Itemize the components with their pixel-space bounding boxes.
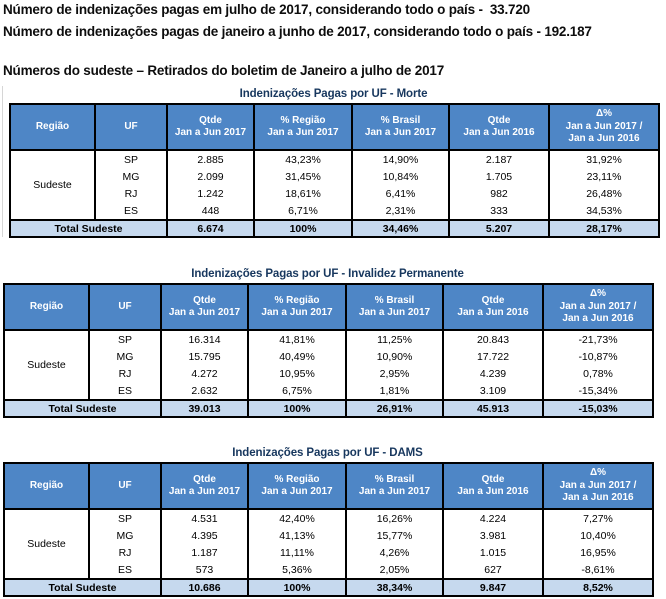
pct-regiao-cell: 6,71% <box>254 202 352 220</box>
col-header-pct-brasil <box>352 104 449 150</box>
table-row <box>4 509 653 527</box>
pct-brasil-cell: 11,25% <box>346 330 443 348</box>
col-header-qtde-2016 <box>449 104 549 150</box>
qtde-2017-cell: 16.314 <box>161 330 248 348</box>
table-row <box>10 185 659 202</box>
delta-cell: 23,11% <box>549 168 659 185</box>
total-pct-brasil: 34,46% <box>352 220 449 237</box>
qtde-2017-cell: 4.531 <box>161 509 248 527</box>
pct-regiao-cell: 11,11% <box>248 544 346 561</box>
delta-cell: -8,61% <box>543 561 653 579</box>
col-header-line: % Brasil <box>380 114 421 126</box>
table-row <box>10 168 659 185</box>
delta-cell: 31,92% <box>549 150 659 168</box>
header-row <box>4 463 653 509</box>
uf-cell: ES <box>89 561 161 579</box>
col-header-line: Jan a Jun 2017 / <box>565 120 643 132</box>
total-row <box>4 579 653 596</box>
region-cell: Sudeste <box>10 150 95 220</box>
table-row <box>4 382 653 400</box>
col-header-qtde-2017 <box>161 463 248 509</box>
total-delta: 28,17% <box>549 220 659 237</box>
total-delta: 8,52% <box>543 579 653 596</box>
total-row <box>4 400 653 417</box>
total-delta: -15,03% <box>543 400 653 417</box>
qtde-2017-cell: 1.242 <box>167 185 254 202</box>
qtde-2016-cell: 3.981 <box>443 527 543 544</box>
col-header-line: Qtde <box>481 473 505 485</box>
col-header-pct-regiao <box>248 463 346 509</box>
col-header-line: Δ% <box>589 467 607 479</box>
uf-cell: RJ <box>89 365 161 382</box>
spreadsheet-gridline-artifact <box>2 86 3 237</box>
qtde-2017-cell: 2.632 <box>161 382 248 400</box>
header-row <box>4 284 653 330</box>
qtde-2016-cell: 4.224 <box>443 509 543 527</box>
col-header-qtde-2016 <box>443 284 543 330</box>
region-cell: Sudeste <box>4 509 89 579</box>
uf-cell: SP <box>89 330 161 348</box>
qtde-2016-cell: 2.187 <box>449 150 549 168</box>
qtde-2016-cell: 20.843 <box>443 330 543 348</box>
col-header-line: Jan a Jun 2017 <box>364 127 437 138</box>
total-pct-regiao: 100% <box>248 579 346 596</box>
col-header-line: Δ% <box>595 108 613 120</box>
total-qtde-2016: 5.207 <box>449 220 549 237</box>
pct-regiao-cell: 42,40% <box>248 509 346 527</box>
table-row <box>4 330 653 348</box>
table-title-invalidez: Indenizações Pagas por UF - Invalidez Permanente <box>191 268 464 280</box>
qtde-2017-cell: 573 <box>161 561 248 579</box>
qtde-2016-cell: 1.015 <box>443 544 543 561</box>
intro-line-july-total: Número de indenizações pagas em julho de 2017, considerando todo o país - 33.720 <box>3 2 530 17</box>
uf-cell: MG <box>95 168 167 185</box>
pct-brasil-cell: 10,84% <box>352 168 449 185</box>
total-pct-brasil: 38,34% <box>346 579 443 596</box>
col-header-regiao <box>4 463 89 509</box>
pct-regiao-cell: 31,45% <box>254 168 352 185</box>
intro-text-block <box>0 0 666 79</box>
table-row <box>4 348 653 365</box>
col-header-pct-brasil <box>346 463 443 509</box>
delta-cell: 7,27% <box>543 509 653 527</box>
col-header-line: % Brasil <box>374 294 415 306</box>
uf-cell: RJ <box>95 185 167 202</box>
pct-regiao-cell: 6,75% <box>248 382 346 400</box>
header-row <box>10 104 659 150</box>
col-header-uf <box>95 104 167 150</box>
col-header-line: Jan a Jun 2016 <box>562 492 634 504</box>
total-label: Total Sudeste <box>10 220 167 237</box>
total-qtde-2017: 39.013 <box>161 400 248 417</box>
col-header-regiao <box>10 104 95 150</box>
qtde-2017-cell: 2.885 <box>167 150 254 168</box>
pct-regiao-cell: 18,61% <box>254 185 352 202</box>
pct-brasil-cell: 15,77% <box>346 527 443 544</box>
qtde-2016-cell: 333 <box>449 202 549 220</box>
pct-brasil-cell: 16,26% <box>346 509 443 527</box>
qtde-2016-cell: 1.705 <box>449 168 549 185</box>
col-header-line: % Região <box>280 114 326 126</box>
col-header-line: Qtde <box>193 473 216 485</box>
col-header-line: UF <box>118 479 132 491</box>
pct-regiao-cell: 41,81% <box>248 330 346 348</box>
uf-cell: SP <box>95 150 167 168</box>
qtde-2016-cell: 4.239 <box>443 365 543 382</box>
pct-regiao-cell: 10,95% <box>248 365 346 382</box>
delta-cell: 16,95% <box>543 544 653 561</box>
region-cell: Sudeste <box>4 330 89 400</box>
intro-line-jan-jun-total: Número de indenizações pagas de janeiro a junho de 2017, considerando todo o país - 192.187 <box>3 24 592 39</box>
col-header-line: Qtde <box>481 294 505 306</box>
intro-line-sudeste-source: Números do sudeste – Retirados do boletim de Janeiro a julho de 2017 <box>3 63 445 78</box>
uf-cell: ES <box>95 202 167 220</box>
qtde-2017-cell: 1.187 <box>161 544 248 561</box>
delta-cell: -15,34% <box>543 382 653 400</box>
table-title-dams: Indenizações Pagas por UF - DAMS <box>232 447 423 459</box>
col-header-line: Jan a Jun 2017 / <box>559 300 637 312</box>
col-header-regiao <box>4 284 89 330</box>
uf-cell: ES <box>89 382 161 400</box>
uf-cell: MG <box>89 527 161 544</box>
delta-cell: -21,73% <box>543 330 653 348</box>
col-header-line: Δ% <box>589 288 607 300</box>
total-pct-regiao: 100% <box>254 220 352 237</box>
col-header-line: Qtde <box>199 114 222 126</box>
table-morte <box>9 103 660 238</box>
qtde-2017-cell: 448 <box>167 202 254 220</box>
total-qtde-2017: 10.686 <box>161 579 248 596</box>
col-header-line: Jan a Jun 2016 <box>463 127 535 138</box>
total-row <box>10 220 659 237</box>
table-section-morte <box>9 88 658 238</box>
col-header-line: Região <box>29 479 64 491</box>
uf-cell: RJ <box>89 544 161 561</box>
pct-regiao-cell: 43,23% <box>254 150 352 168</box>
table-row <box>4 365 653 382</box>
col-header-line: Jan a Jun 2017 <box>267 127 339 138</box>
col-header-pct-brasil <box>346 284 443 330</box>
delta-cell: 0,78% <box>543 365 653 382</box>
col-header-line: Jan a Jun 2017 <box>358 307 431 318</box>
col-header-line: Jan a Jun 2017 <box>358 486 431 497</box>
col-header-line: Jan a Jun 2016 <box>457 307 529 318</box>
qtde-2017-cell: 4.395 <box>161 527 248 544</box>
pct-brasil-cell: 10,90% <box>346 348 443 365</box>
table-section-dams <box>3 447 652 597</box>
table-title-morte: Indenizações Pagas por UF - Morte <box>239 88 428 100</box>
col-header-delta <box>543 284 653 330</box>
col-header-pct-regiao <box>254 104 352 150</box>
pct-brasil-cell: 2,31% <box>352 202 449 220</box>
col-header-line: Jan a Jun 2017 <box>261 486 333 497</box>
qtde-2016-cell: 17.722 <box>443 348 543 365</box>
uf-cell: MG <box>89 348 161 365</box>
col-header-qtde-2017 <box>167 104 254 150</box>
col-header-line: Jan a Jun 2017 <box>168 307 241 318</box>
col-header-uf <box>89 463 161 509</box>
col-header-line: Qtde <box>487 114 511 126</box>
total-label: Total Sudeste <box>4 579 161 596</box>
delta-cell: 26,48% <box>549 185 659 202</box>
qtde-2016-cell: 3.109 <box>443 382 543 400</box>
col-header-line: % Região <box>274 294 320 306</box>
total-label: Total Sudeste <box>4 400 161 417</box>
qtde-2016-cell: 982 <box>449 185 549 202</box>
pct-brasil-cell: 14,90% <box>352 150 449 168</box>
pct-regiao-cell: 5,36% <box>248 561 346 579</box>
table-row <box>10 202 659 220</box>
table-row <box>10 150 659 168</box>
col-header-line: % Brasil <box>374 473 415 485</box>
total-pct-brasil: 26,91% <box>346 400 443 417</box>
col-header-line: % Região <box>274 473 320 485</box>
total-qtde-2016: 9.847 <box>443 579 543 596</box>
table-row <box>4 527 653 544</box>
qtde-2016-cell: 627 <box>443 561 543 579</box>
total-qtde-2016: 45.913 <box>443 400 543 417</box>
delta-cell: 34,53% <box>549 202 659 220</box>
col-header-line: Jan a Jun 2017 / <box>559 479 637 491</box>
col-header-qtde-2017 <box>161 284 248 330</box>
uf-cell: SP <box>89 509 161 527</box>
pct-regiao-cell: 40,49% <box>248 348 346 365</box>
col-header-line: Qtde <box>193 294 216 306</box>
col-header-delta <box>549 104 659 150</box>
total-pct-regiao: 100% <box>248 400 346 417</box>
table-section-invalidez <box>3 268 652 418</box>
col-header-uf <box>89 284 161 330</box>
pct-brasil-cell: 4,26% <box>346 544 443 561</box>
col-header-line: Jan a Jun 2017 <box>168 486 241 497</box>
table-invalidez <box>3 283 654 418</box>
delta-cell: 10,40% <box>543 527 653 544</box>
col-header-line: Jan a Jun 2016 <box>568 133 640 145</box>
pct-brasil-cell: 2,95% <box>346 365 443 382</box>
table-dams <box>3 462 654 597</box>
qtde-2017-cell: 2.099 <box>167 168 254 185</box>
col-header-line: UF <box>124 120 138 132</box>
col-header-line: Jan a Jun 2016 <box>457 486 529 497</box>
delta-cell: -10,87% <box>543 348 653 365</box>
col-header-qtde-2016 <box>443 463 543 509</box>
col-header-line: Região <box>35 120 70 132</box>
pct-brasil-cell: 2,05% <box>346 561 443 579</box>
col-header-line: Jan a Jun 2017 <box>174 127 247 138</box>
table-row <box>4 544 653 561</box>
col-header-line: Jan a Jun 2017 <box>261 307 333 318</box>
pct-regiao-cell: 41,13% <box>248 527 346 544</box>
col-header-pct-regiao <box>248 284 346 330</box>
qtde-2017-cell: 15.795 <box>161 348 248 365</box>
col-header-line: Jan a Jun 2016 <box>562 313 634 325</box>
col-header-delta <box>543 463 653 509</box>
total-qtde-2017: 6.674 <box>167 220 254 237</box>
table-row <box>4 561 653 579</box>
col-header-line: Região <box>29 300 64 312</box>
col-header-line: UF <box>118 300 132 312</box>
qtde-2017-cell: 4.272 <box>161 365 248 382</box>
pct-brasil-cell: 6,41% <box>352 185 449 202</box>
pct-brasil-cell: 1,81% <box>346 382 443 400</box>
